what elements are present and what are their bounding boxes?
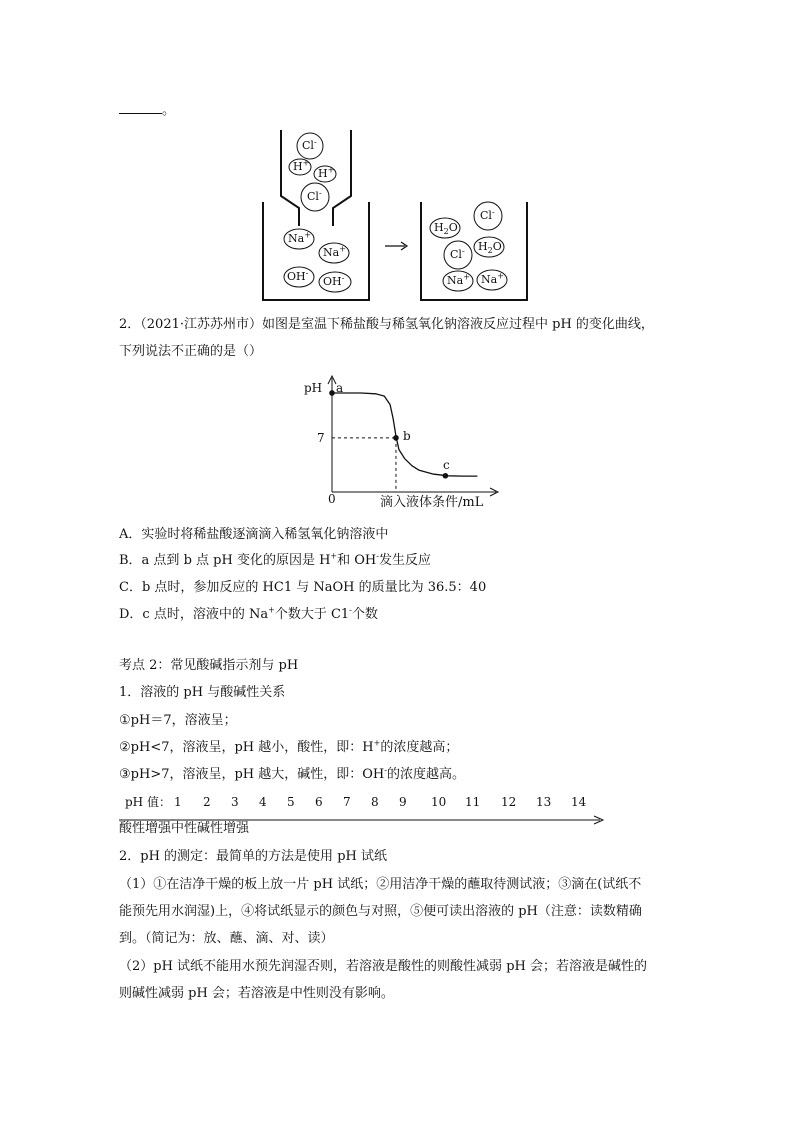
ph-scale-number: 13: [536, 795, 552, 809]
option-c: C．b 点时，参加反应的 HC1 与 NaOH 的质量比为 36.5：40: [119, 580, 487, 595]
ion-na-3: Na+: [447, 272, 470, 287]
ion-cl-4: Cl-: [450, 246, 465, 261]
reaction-diagram: [255, 126, 545, 304]
ph-scale-number: 1: [174, 795, 182, 809]
ph-scale-number: 14: [571, 795, 587, 809]
ph-scale-number: 9: [399, 795, 407, 809]
ph-scale-number: 11: [465, 795, 481, 809]
question-2-line-2: 下列说法不正确的是（）: [119, 344, 263, 359]
option-d: D．c 点时，溶液中的 Na+个数大于 C1-个数: [119, 605, 378, 622]
y-axis-label: pH: [304, 381, 323, 395]
question-2-line-1: 2．（2021·江苏苏州市）如图是室温下稀盐酸与稀氢氧化钠溶液反应过程中 pH 的变化曲线，: [119, 317, 654, 332]
ph-scale-number: 6: [315, 795, 323, 809]
ph-scale-number: 2: [203, 795, 211, 809]
answer-blank: [119, 100, 162, 114]
period-mark: 。: [162, 103, 176, 118]
paragraph-1-line-3: 到。（简记为：放、蘸、滴、对、读）: [119, 931, 334, 946]
ph-scale-number: 10: [431, 795, 447, 809]
subsection-2-title: 2．pH 的测定：最简单的方法是使用 pH 试纸: [119, 849, 387, 864]
section-heading: 考点 2：常见酸碱指示剂与 pH: [119, 658, 299, 673]
molecule-h2o-2: $H_2O$: [478, 240, 502, 256]
ph-scale-caption: 酸性增强中性碱性增强: [119, 821, 250, 836]
point-c-label: c: [443, 458, 450, 472]
ion-cl-3: Cl-: [480, 207, 495, 222]
ion-na-1: Na+: [288, 230, 311, 245]
paragraph-2-line-1: （2）pH 试纸不能用水预先润湿否则，若溶液是酸性的则酸性减弱 pH 会；若溶液是碱性的: [119, 959, 647, 974]
ph-scale-number: 8: [371, 795, 379, 809]
ph-scale-number: 5: [287, 795, 295, 809]
ph-scale-number: 7: [343, 795, 351, 809]
ph-line-1: ①pH＝7，溶液呈；: [119, 713, 237, 728]
ph-scale-label: pH 值：: [125, 795, 171, 809]
ion-na-4: Na+: [481, 271, 504, 286]
ion-oh-2: OH-: [323, 273, 345, 288]
ion-h-1: H+: [293, 158, 310, 173]
subsection-1-title: 1．溶液的 pH 与酸碱性关系: [119, 685, 286, 700]
paragraph-2-line-2: 则碱性减弱 pH 会；若溶液是中性则没有影响。: [119, 986, 394, 1001]
curve-point-a: [329, 390, 335, 396]
option-b: B．a 点到 b 点 pH 变化的原因是 H+和 OH-发生反应: [119, 551, 431, 568]
origin-label: 0: [328, 492, 336, 506]
option-a: A．实验时将稀盐酸逐滴滴入稀氢氧化钠溶液中: [119, 527, 389, 542]
ion-cl-1: Cl-: [302, 137, 317, 152]
ph-line-3: ③pH>7，溶液呈，pH 越大，碱性，即：OH-的浓度越高。: [119, 765, 465, 782]
x-axis-label: 滴入液体条件/mL: [380, 495, 484, 510]
point-b-label: b: [403, 429, 411, 443]
ion-oh-1: OH-: [287, 268, 309, 283]
ph-curve-chart: [300, 370, 510, 518]
ion-h-2: H+: [318, 165, 335, 180]
paragraph-1-line-1: （1）①在洁净干燥的板上放一片 pH 试纸；②用洁净干燥的蘸取待测试液；③滴在(试纸不: [119, 877, 642, 892]
ph-scale-number: 12: [501, 795, 517, 809]
curve-point-b: [393, 435, 399, 441]
answer-blank-line: [119, 100, 175, 120]
point-a-label: a: [336, 381, 344, 395]
ph-scale-numbers: [0, 793, 794, 811]
ion-cl-2: Cl-: [307, 188, 322, 203]
paragraph-1-line-2: 能预先用水润湿)上，④将试纸显示的颜色与对照，⑤便可读出溶液的 pH（注意：读数精确: [119, 904, 642, 919]
ph-scale-number: 4: [259, 795, 267, 809]
ph-line-2: ②pH<7，溶液呈，pH 越小，酸性，即：H+的浓度越高；: [119, 738, 459, 755]
ph-scale-number: 3: [231, 795, 239, 809]
y-tick-7: 7: [317, 431, 325, 445]
ion-na-2: Na+: [323, 244, 346, 259]
molecule-h2o-1: $H_2O$: [434, 221, 458, 237]
